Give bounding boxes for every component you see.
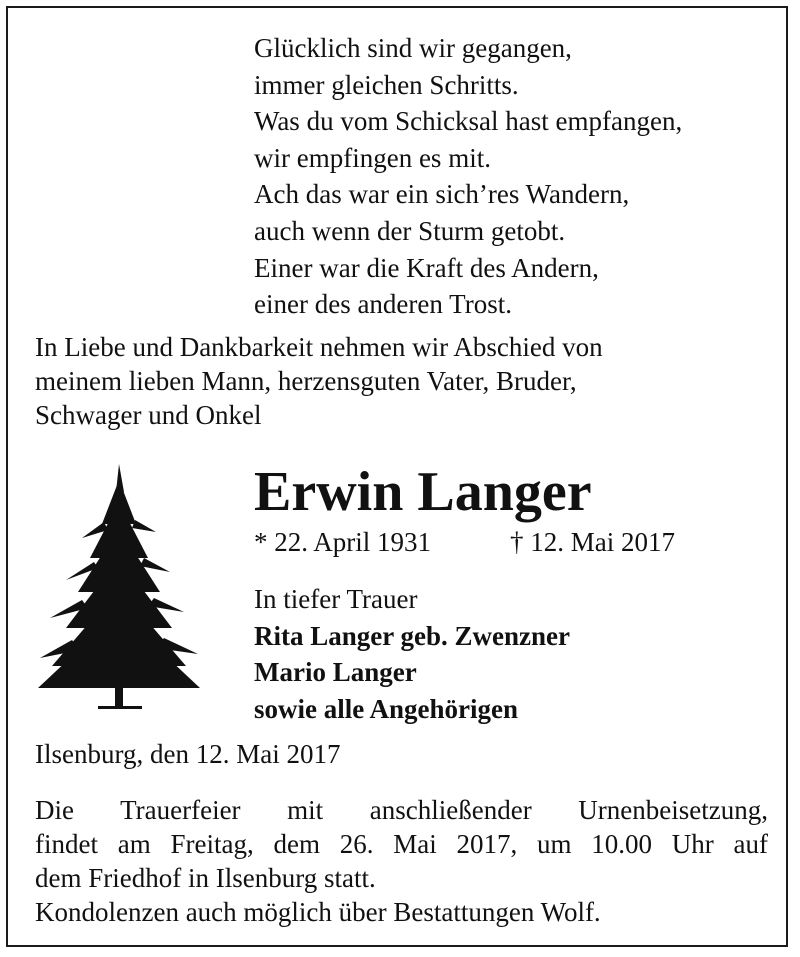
fir-tree-icon: [36, 462, 202, 712]
funeral-line: Kondolenzen auch möglich über Bestattungen Wolf.: [35, 897, 601, 927]
farewell-intro: [35, 330, 603, 432]
mourner-name: Mario Langer: [254, 657, 417, 687]
poem: [254, 30, 682, 323]
place-date: Ilsenburg, den 12. Mai 2017: [35, 739, 341, 769]
poem-line: Glücklich sind wir gegangen,: [254, 33, 572, 63]
deceased-name: Erwin Langer: [254, 461, 592, 523]
poem-line: Ach das war ein sich’res Wandern,: [254, 179, 630, 210]
mourner-name: Rita Langer geb. Zwenzner: [254, 620, 570, 651]
intro-line: In Liebe und Dankbarkeit nehmen wir Abschied von: [35, 332, 603, 362]
mourning-intro: In tiefer Trauer: [254, 584, 418, 614]
intro-line: meinem lieben Mann, herzensguten Vater, Bruder,: [35, 366, 577, 396]
mourner-name: sowie alle Angehörigen: [254, 693, 518, 724]
poem-line: einer des anderen Trost.: [254, 289, 512, 320]
mourners-block: [254, 581, 570, 727]
death-date: † 12. Mai 2017: [510, 527, 675, 557]
poem-line: immer gleichen Schritts.: [254, 69, 519, 100]
poem-line: Einer war die Kraft des Andern,: [254, 252, 599, 283]
poem-line: Was du vom Schicksal hast empfangen,: [254, 106, 683, 137]
poem-line: wir empfingen es mit.: [254, 142, 491, 173]
birth-date: * 22. April 1931: [254, 527, 432, 557]
funeral-line: findet am Freitag, dem 26. Mai 2017, um 10.00 Uhr auf: [35, 829, 768, 859]
funeral-notice: [35, 793, 768, 929]
poem-line: auch wenn der Sturm getobt.: [254, 215, 566, 246]
funeral-line: Die Trauerfeier mit anschließender Urnenbeisetzung,: [35, 795, 768, 825]
intro-line: Schwager und Onkel: [35, 400, 262, 430]
funeral-line: dem Friedhof in Ilsenburg statt.: [35, 863, 376, 893]
